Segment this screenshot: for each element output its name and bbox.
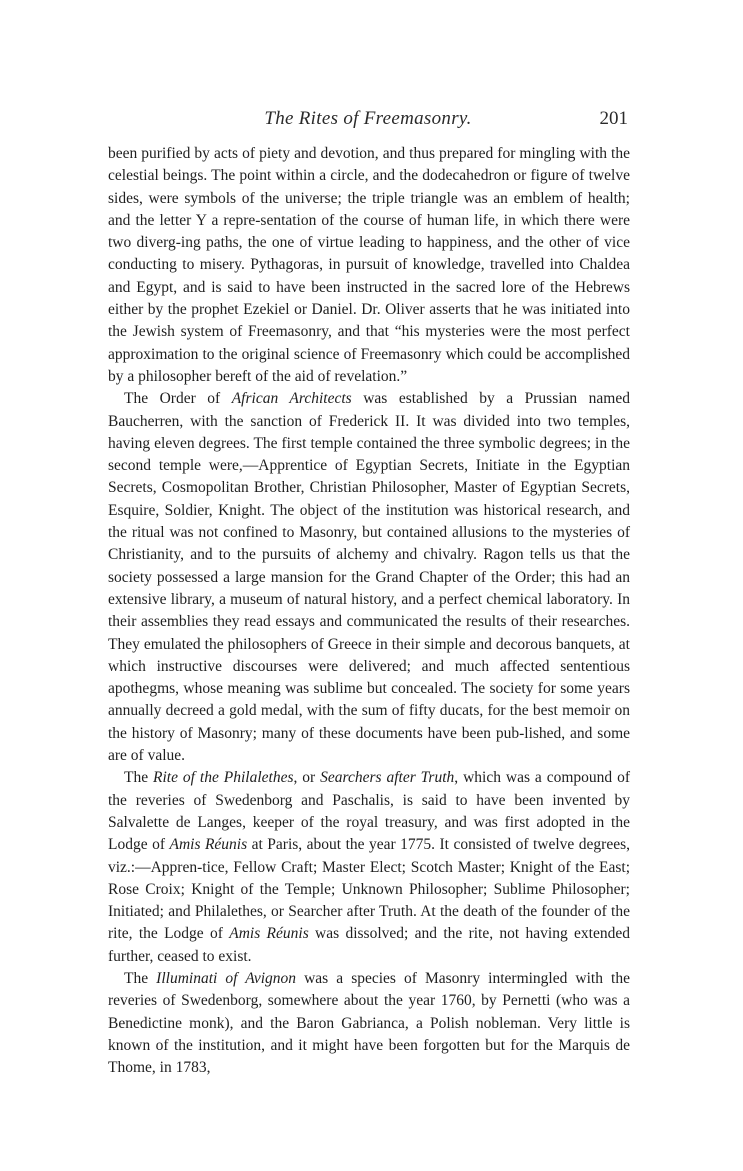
text-run: was a species of Masonry intermingled with the reveries of Swedenborg, somewhere about the year 1760, by Pernetti (who was a Benedictine monk), and the Baron Gabrianca, a Polish nobleman. Very little is known of the institution, and it might have been forgotten but for the Marquis de Thome, in 1783,	[108, 969, 630, 1077]
running-title: The Rites of Freemasonry.	[264, 108, 472, 129]
paragraph-philalethes	[108, 767, 630, 968]
page-header	[108, 108, 628, 134]
paragraph-african-architects	[108, 388, 630, 767]
paragraph-illuminati-avignon	[108, 968, 630, 1079]
italic-phrase: Searchers after Truth	[320, 769, 455, 787]
italic-phrase: Illuminati of Avignon	[156, 969, 297, 987]
page-number: 201	[599, 108, 628, 129]
text-run: was established by a Prussian named Baucherren, with the sanction of Frederick II. It was divided into two temples, having eleven degrees. The first temple contained the three symbolic degrees; in the second temple were,—Apprentice of Egyptian Secrets, Initiate in the Egyptian Secrets, Cosmopolitan Brother, Christian Philosopher, Master of Egyptian Secrets, Esquire, Soldier, Knight. The object of the institution was historical research, and the ritual was not confined to Masonry, but contained allusions to the mysteries of Christianity, and to the pursuits of alchemy and chivalry. Ragon tells us that the society possessed a large mansion for the Grand Chapter of the Order; this had an extensive library, a museum of natural history, and a perfect chemical laboratory. In their assemblies they read essays and communicated the results of their researches. They emulated the philosophers of Greece in their simple and decorous banquets, at which instructive discourses were delivered; and much affected sententious apothegms, whose meaning was sublime but concealed. The society for some years annually decreed a gold medal, with the sum of fifty ducats, for the best memoir on the history of Masonry; many of these documents have been pub-lished, and some are of value.	[108, 390, 630, 765]
paragraph-pythagoras	[108, 143, 630, 388]
italic-phrase: Amis Réunis	[169, 836, 248, 854]
text-run: , or	[293, 769, 321, 787]
text-run: was dissolved; and the rite, not having extended further, ceased to exist.	[108, 925, 630, 965]
italic-phrase: Amis Réunis	[229, 925, 309, 943]
text-run: , which was a compound of the reveries of Swedenborg and Paschalis, is said to have been invented by Salvalette de Langes, keeper of the royal treasury, and was first adopted in the Lodge of	[108, 769, 630, 854]
italic-phrase: African Architects	[231, 390, 352, 408]
text-run: The	[124, 969, 157, 987]
text-run: The	[124, 769, 154, 787]
text-run: The Order of	[124, 390, 232, 408]
text-run: at Paris, about the year 1775. It consisted of twelve degrees, viz.:—Appren-tice, Fellow Craft; Master Elect; Scotch Master; Knight of the East; Rose Croix; Knight of the Temple; Unknown Philosopher; Sublime Philosopher; Initiated; and Philalethes, or Searcher after Truth. At the death of the founder of the rite, the Lodge of	[108, 836, 631, 943]
text-run: been purified by acts of piety and devotion, and thus prepared for mingling with the celestial beings. The point within a circle, and the dodecahedron or figure of twelve sides, were symbols of the universe; the triple triangle was an emblem of health; and the letter Y a repre-sentation of the course of human life, in which there were two diverg-ing paths, the one of virtue leading to happiness, and the other of vice conducting to misery. Pythagoras, in pursuit of knowledge, travelled into Chaldea and Egypt, and is said to have been instructed in the sacred lore of the Hebrews either by the prophet Ezekiel or Daniel. Dr. Oliver asserts that he was initiated into the Jewish system of Freemasonry, and that “his mysteries were the most perfect approximation to the original science of Freemasonry which could be accomplished by a philosopher bereft of the aid of revelation.”	[108, 145, 630, 385]
italic-phrase: Rite of the Philalethes	[153, 769, 294, 787]
body-text	[108, 143, 630, 1079]
